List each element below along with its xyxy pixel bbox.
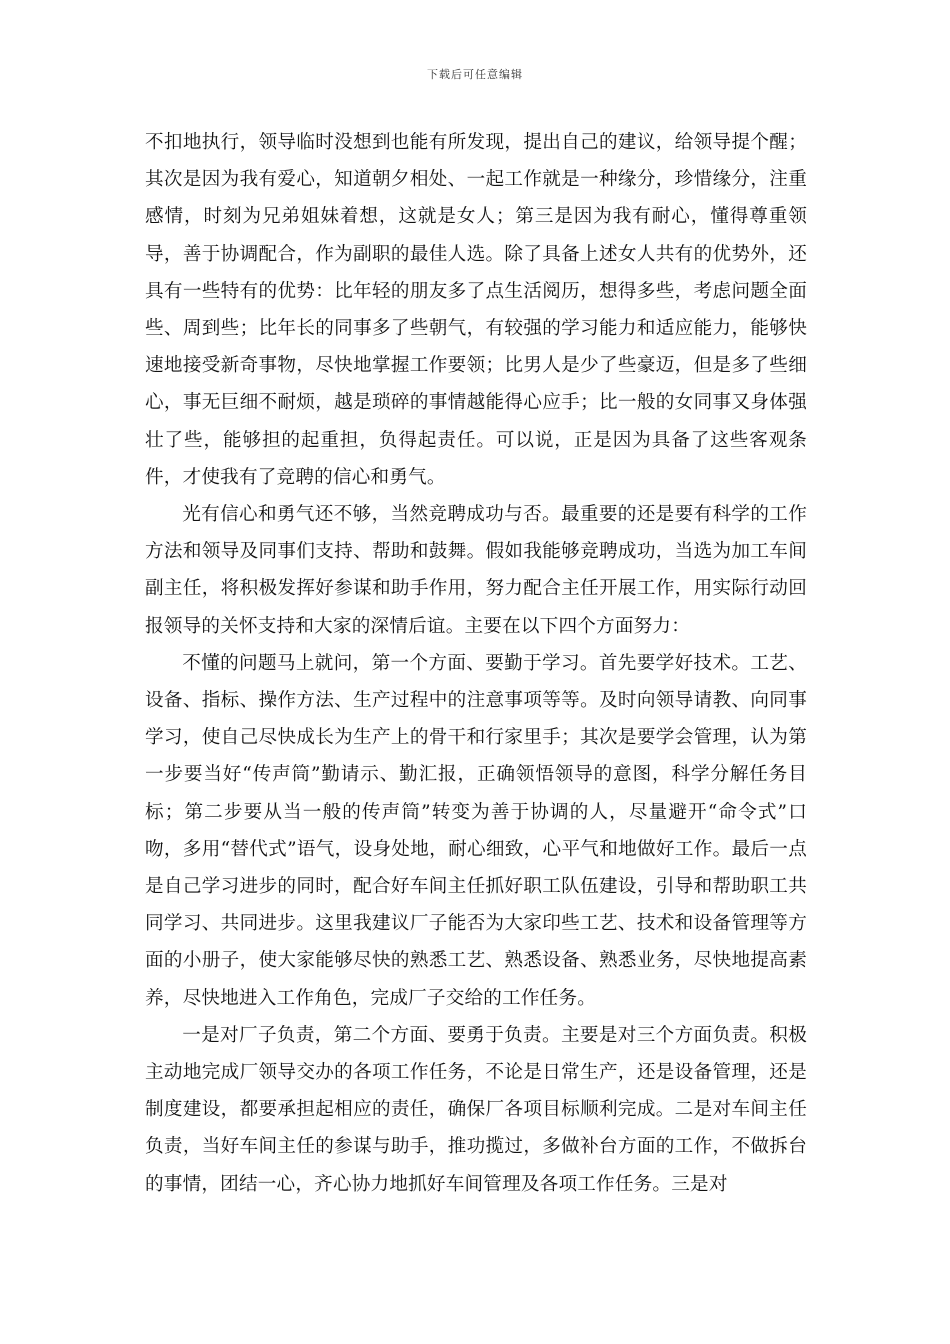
body-text	[145, 124, 807, 1203]
paragraph-3: 不懂的问题马上就问，第一个方面、要勤于学习。首先要学好技术。工艺、设备、指标、操作方法、生产过程中的注意事项等等。及时向领导请教、向同事学习，使自己尽快成长为生产上的骨干和行家里手；其次是要学会管理，认为第一步要当好“传声筒”勤请示、勤汇报，正确领悟领导的意图，科学分解任务目标；第二步要从当一般的传声筒”转变为善于协调的人，尽量避开“命令式”口吻，多用“替代式”语气，设身处地，耐心细致，心平气和地做好工作。最后一点是自己学习进步的同时，配合好车间主任抓好职工队伍建设，引导和帮助职工共同学习、共同进步。这里我建议厂子能否为大家印些工艺、技术和设备管理等方面的小册子，使大家能够尽快的熟悉工艺、熟悉设备、熟悉业务，尽快地提高素养，尽快地进入工作角色，完成厂子交给的工作任务。	[145, 652, 807, 1009]
paragraph-4: 一是对厂子负责，第二个方面、要勇于负责。主要是对三个方面负责。积极主动地完成厂领导交办的各项工作任务，不论是日常生产，还是设备管理，还是制度建设，都要承担起相应的责任，确保厂各项目标顺利完成。二是对车间主任负责，当好车间主任的参谋与助手，推功揽过，多做补台方面的工作，不做拆台的事情，团结一心，齐心协力地抓好车间管理及各项工作任务。三是对	[145, 1024, 807, 1195]
page-header: 下载后可任意编辑	[427, 68, 523, 81]
paragraph-2: 光有信心和勇气还不够，当然竞聘成功与否。最重要的还是要有科学的工作方法和领导及同事们支持、帮助和鼓舞。假如我能够竞聘成功，当选为加工车间副主任，将积极发挥好参谋和助手作用，努力配合主任开展工作，用实际行动回报领导的关怀支持和大家的深情后谊。主要在以下四个方面努力：	[145, 504, 807, 637]
paragraph-1: 不扣地执行，领导临时没想到也能有所发现，提出自己的建议，给领导提个醒；其次是因为我有爱心，知道朝夕相处、一起工作就是一种缘分，珍惜缘分，注重感情，时刻为兄弟姐妹着想，这就是女人；第三是因为我有耐心，懂得尊重领导，善于协调配合，作为副职的最佳人选。除了具备上述女人共有的优势外，还具有一些特有的优势：比年轻的朋友多了点生活阅历，想得多些，考虑问题全面些、周到些；比年长的同事多了些朝气，有较强的学习能力和适应能力，能够快速地接受新奇事物，尽快地掌握工作要领；比男人是少了些豪迈，但是多了些细心，事无巨细不耐烦，越是琐碎的事情越能得心应手；比一般的女同事又身体强壮了些，能够担的起重担，负得起责任。可以说，正是因为具备了这些客观条件，才使我有了竞聘的信心和勇气。	[145, 132, 807, 488]
